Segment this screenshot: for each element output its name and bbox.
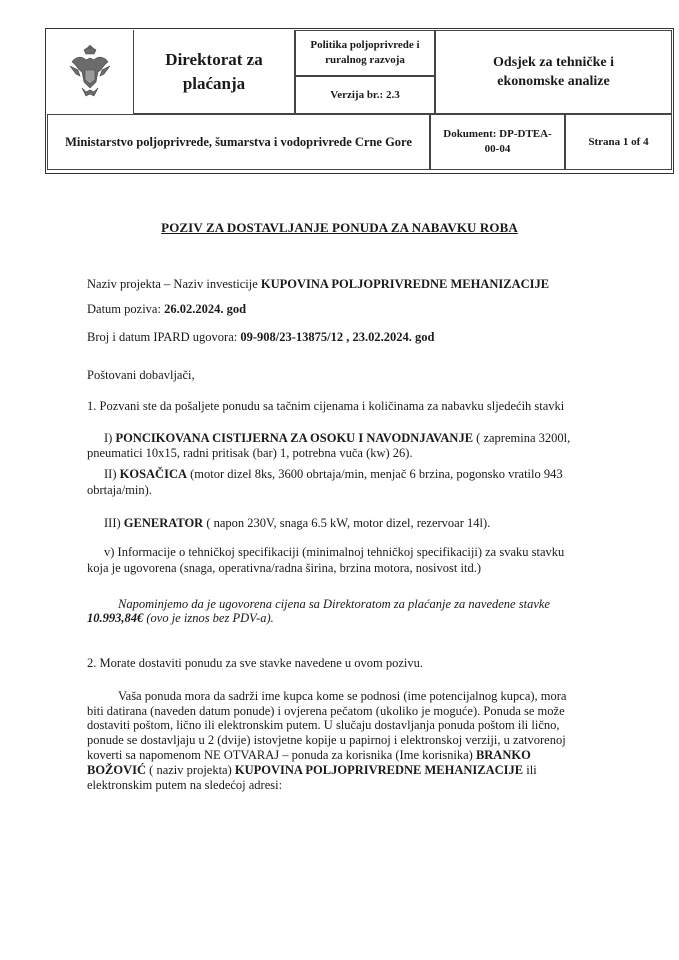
paragraph-line-6 [87, 762, 537, 778]
paragraph-line-5 [87, 747, 531, 763]
note-line-1: Napominjemo da je ugovorena cijena sa Direktoratom za plaćanje za navedene stavke [118, 597, 550, 611]
contract-label: Broj i datum IPARD ugovora: [87, 330, 241, 344]
item-2-name: KOSAČICA [119, 467, 187, 481]
note-rest: (ovo je iznos bez PDV-a). [143, 611, 274, 625]
date-value: 26.02.2024. god [164, 302, 247, 316]
paragraph-project-name: KUPOVINA POLJOPRIVREDNE MEHANIZACIJE [234, 763, 524, 777]
item-2-prefix: II) [104, 467, 120, 481]
greeting: Poštovani dobavljači, [87, 368, 195, 382]
document-title: POZIV ZA DOSTAVLJANJE PONUDA ZA NABAVKU ROBA [161, 220, 518, 235]
item-2-spec: (motor dizel 8ks, 3600 obrtaja/min, menjač 6 brzina, pogonsko vratilo 943 [187, 467, 563, 481]
item-1-line-2: pneumatici 10x15, radni pritisak (bar) 1, potrebna vuča (kw) 26). [87, 446, 413, 460]
page-number-text: Strana 1 of 4 [588, 136, 649, 148]
paragraph-line-7: elektronskim putem na sledećoj adresi: [87, 778, 283, 792]
paragraph-line-1: Vaša ponuda mora da sadrži ime kupca kome se podnosi (ime potencijalnog kupca), mora [118, 689, 567, 703]
montenegro-coat-of-arms-icon [68, 44, 112, 100]
policy-cell [295, 30, 435, 76]
logo-cell [47, 30, 133, 114]
info-line-1: v) Informacije o tehničkoj specifikaciji (minimalnoj tehničkoj specifikaciji) za svaku stavku [104, 545, 565, 559]
paragraph-line-2: biti datirana (naveden datum ponude) i ovjerena pečatom (ukoliko je moguće). Ponuda se može [87, 704, 565, 718]
ministry-text: Ministarstvo poljoprivrede, šumarstva i vodoprivrede Crne Gore [65, 134, 412, 149]
paragraph-line-5-text: koverti sa napomenom NE OTVARAJ – ponuda za korisnika (Ime korisnika) [87, 748, 476, 762]
point-2: 2. Morate dostaviti ponudu za sve stavke navedene u ovom pozivu. [87, 656, 424, 670]
policy-text: Politika poljoprivrede i ruralnog razvoja [310, 39, 420, 66]
page-number-cell [565, 114, 672, 170]
contract-line [87, 329, 434, 345]
beneficiary-last-name: BOŽOVIĆ [87, 763, 147, 777]
item-3-name: GENERATOR [123, 516, 204, 530]
item-3-prefix: III) [104, 516, 124, 530]
date-label: Datum poziva: [87, 302, 165, 316]
paragraph-line-6-mid: ( naziv projekta) [146, 763, 235, 777]
item-1-line-1 [104, 430, 570, 446]
point-1: 1. Pozvani ste da pošaljete ponudu sa tačnim cijenama i količinama za nabavku sljedećih stavki [87, 399, 565, 413]
project-value: KUPOVINA POLJOPRIVREDNE MEHANIZACIJE [260, 277, 550, 291]
item-1-name: PONCIKOVANA CISTIJERNA ZA OSOKU I NAVODNJAVANJE [115, 431, 474, 445]
paragraph-line-6-end: ili [523, 763, 537, 777]
date-line [87, 301, 246, 317]
paragraph-line-4: ponude se dostavljaju u 2 (dvije) istovjetne kopije u papirnoj i elektronskoj verziji, u zatvorenoj [87, 733, 566, 747]
department-cell [435, 30, 672, 114]
item-2-line-1 [104, 466, 563, 482]
document-id-cell [430, 114, 565, 170]
paragraph-line-3: dostaviti poštom, lično ili elektronskim putem. U slučaju dostavljanja ponuda poštom ili lično, [87, 718, 560, 732]
item-3-spec: ( napon 230V, snaga 6.5 kW, motor dizel, rezervoar 14l). [203, 516, 491, 530]
item-1-spec: ( zapremina 3200l, [473, 431, 571, 445]
note-amount: 10.993,84€ [87, 611, 144, 625]
info-line-2: koja je ugovorena (snaga, operativna/radna širina, brzina motora, nosivost itd.) [87, 561, 481, 575]
item-2-line-2: obrtaja/min). [87, 483, 152, 497]
note-line-2 [87, 610, 274, 626]
project-line [87, 276, 549, 292]
directorate-cell [133, 30, 295, 114]
contract-value: 09-908/23-13875/12 , 23.02.2024. god [240, 330, 435, 344]
ministry-cell [47, 114, 430, 170]
beneficiary-first-name: BRANKO [475, 748, 531, 762]
item-1-prefix: I) [104, 431, 116, 445]
item-3-line-1 [104, 515, 490, 531]
version-text: Verzija br.: 2.3 [330, 89, 400, 101]
document-id-text: Dokument: DP-DTEA-00-04 [443, 128, 552, 155]
version-cell [295, 76, 435, 114]
department-text: Odsjek za tehničke i ekonomske analize [493, 55, 614, 89]
project-label: Naziv projekta – Naziv investicije [87, 277, 261, 291]
directorate-title: Direktorat za plaćanja [165, 49, 263, 93]
